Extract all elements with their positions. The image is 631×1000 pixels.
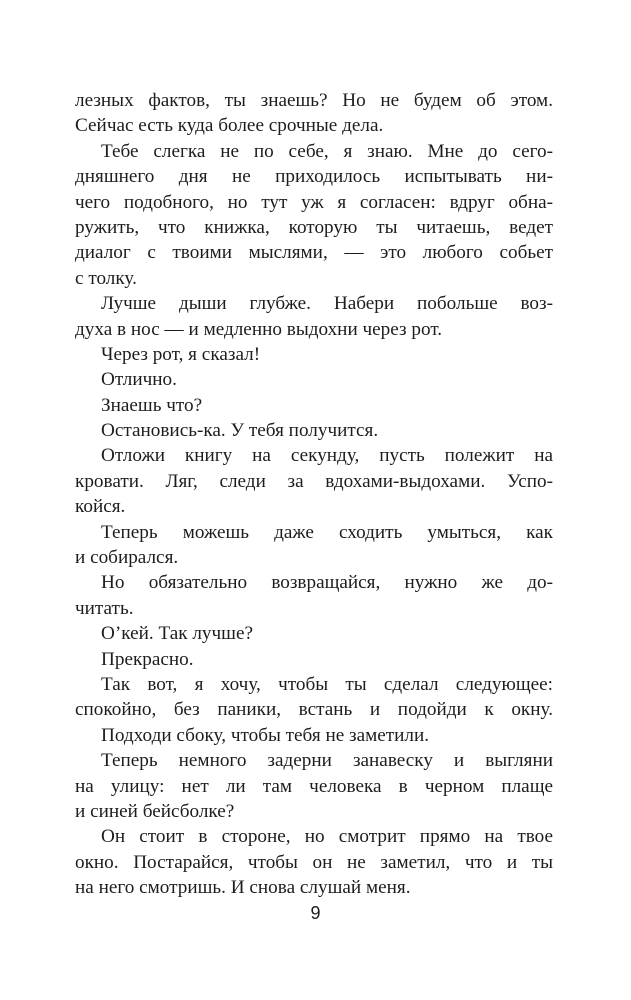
text-line: Прекрасно. bbox=[101, 648, 194, 670]
text-line: Лучше дыши глубже. Набери побольше воз- bbox=[101, 293, 553, 315]
text-line: читать. bbox=[75, 597, 134, 619]
text-line: Остановись-ка. У тебя получится. bbox=[101, 420, 379, 442]
text-line: Теперь можешь даже сходить умыться, как bbox=[101, 521, 553, 543]
text-line: Но обязательно возвращайся, нужно же до- bbox=[101, 572, 553, 594]
text-line: Так вот, я хочу, чтобы ты сделал следующее: bbox=[101, 673, 553, 695]
text-line: Отложи книгу на секунду, пусть полежит на bbox=[101, 445, 553, 467]
text-line: кровати. Ляг, следи за вдохами-выдохами. Успо- bbox=[75, 470, 553, 492]
body-text bbox=[75, 88, 553, 901]
text-line: Подходи сбоку, чтобы тебя не заметили. bbox=[101, 724, 430, 746]
text-line: койся. bbox=[75, 496, 126, 518]
text-line: на него смотришь. И снова слушай меня. bbox=[75, 877, 411, 899]
text-line: Сейчас есть куда более срочные дела. bbox=[75, 115, 384, 137]
text-line: и синей бейсболке? bbox=[75, 800, 235, 822]
text-line: О’кей. Так лучше? bbox=[101, 623, 253, 645]
text-line: Теперь немного задерни занавеску и выгляни bbox=[101, 750, 553, 772]
text-line: окно. Постарайся, чтобы он не заметил, что и ты bbox=[75, 851, 553, 873]
text-line: чего подобного, но тут уж я согласен: вдруг обна- bbox=[75, 191, 553, 213]
text-line: диалог с твоими мыслями, — это любого собьет bbox=[75, 242, 553, 264]
text-line: Через рот, я сказал! bbox=[101, 343, 261, 365]
text-line: Тебе слегка не по себе, я знаю. Мне до сего- bbox=[101, 140, 553, 162]
text-line: духа в нос — и медленно выдохни через рот. bbox=[75, 318, 443, 340]
text-line: с толку. bbox=[75, 267, 137, 289]
text-line: на улицу: нет ли там человека в черном плаще bbox=[75, 775, 553, 797]
text-line: лезных фактов, ты знаешь? Но не будем об этом. bbox=[75, 90, 553, 111]
text-line: ружить, что книжка, которую ты читаешь, ведет bbox=[75, 216, 553, 238]
text-line: спокойно, без паники, встань и подойди к окну. bbox=[75, 699, 553, 721]
text-line: дняшнего дня не приходилось испытывать ни- bbox=[75, 166, 553, 188]
page-number: 9 bbox=[310, 903, 321, 923]
text-line: и собирался. bbox=[75, 547, 179, 569]
text-line: Отлично. bbox=[101, 369, 177, 391]
text-line: Он стоит в стороне, но смотрит прямо на твое bbox=[101, 826, 553, 848]
text-line: Знаешь что? bbox=[101, 394, 203, 416]
